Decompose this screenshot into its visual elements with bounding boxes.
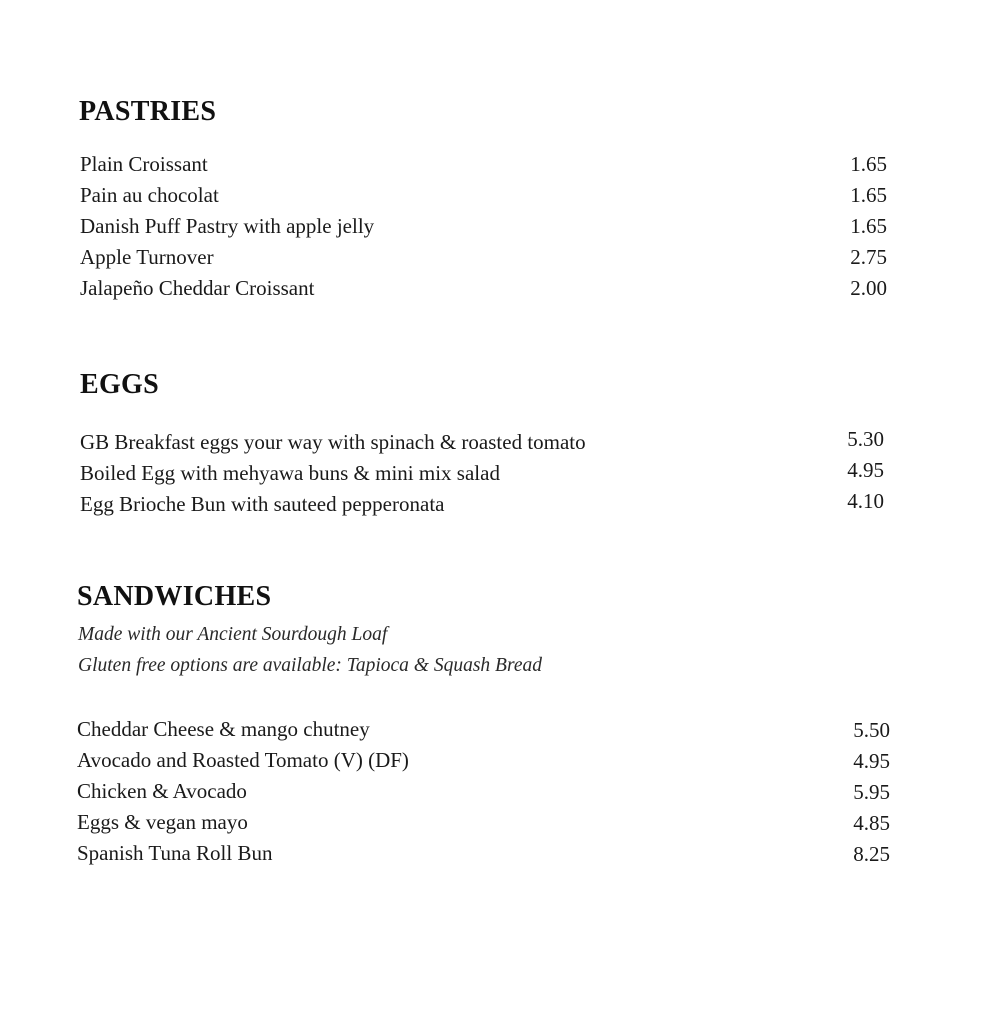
menu-item bbox=[80, 242, 887, 273]
menu-item bbox=[80, 149, 887, 180]
menu-item-price: 1.65 bbox=[850, 183, 887, 207]
menu-item-name: Spanish Tuna Roll Bun bbox=[77, 841, 273, 865]
menu-item bbox=[80, 273, 887, 304]
menu-item-price: 2.75 bbox=[850, 245, 887, 269]
menu-item-name: Egg Brioche Bun with sauteed pepperonata bbox=[80, 492, 445, 516]
menu-item bbox=[80, 211, 887, 242]
menu-item-price: 4.95 bbox=[853, 749, 890, 773]
menu-item-name: Cheddar Cheese & mango chutney bbox=[77, 717, 370, 741]
menu-item bbox=[80, 489, 884, 520]
eggs-heading: EGGS bbox=[80, 369, 160, 400]
menu-item bbox=[77, 745, 890, 776]
menu-item-price: 5.50 bbox=[853, 718, 890, 742]
menu-item-price: 4.85 bbox=[853, 811, 890, 835]
menu-item-name: Eggs & vegan mayo bbox=[77, 810, 248, 834]
menu-item-name: Boiled Egg with mehyawa buns & mini mix salad bbox=[80, 461, 500, 485]
menu-item-price: 1.65 bbox=[850, 214, 887, 238]
menu-item-name: GB Breakfast eggs your way with spinach & roasted tomato bbox=[80, 430, 586, 454]
menu-item-price: 5.95 bbox=[853, 780, 890, 804]
menu-item-name: Jalapeño Cheddar Croissant bbox=[80, 276, 315, 300]
menu-item-price: 5.30 bbox=[847, 427, 884, 451]
menu-item bbox=[80, 180, 887, 211]
menu-item bbox=[77, 776, 890, 807]
menu-item-price: 4.95 bbox=[847, 458, 884, 482]
menu-item-name: Pain au chocolat bbox=[80, 183, 219, 207]
menu-item bbox=[77, 807, 890, 838]
menu-item bbox=[80, 458, 884, 489]
menu-item-name: Danish Puff Pastry with apple jelly bbox=[80, 214, 375, 238]
pastries-heading: PASTRIES bbox=[79, 96, 217, 127]
menu-item-name: Chicken & Avocado bbox=[77, 779, 247, 803]
menu-item bbox=[80, 427, 884, 458]
menu-item bbox=[77, 714, 890, 745]
menu-item bbox=[77, 838, 890, 869]
menu-item-price: 8.25 bbox=[853, 842, 890, 866]
menu-item-price: 4.10 bbox=[847, 489, 884, 513]
menu-item-price: 1.65 bbox=[850, 152, 887, 176]
sandwiches-heading: SANDWICHES bbox=[77, 581, 272, 612]
sandwiches-gluten-free-note: Gluten free options are available: Tapioca & Squash Bread bbox=[78, 655, 542, 676]
menu-item-name: Apple Turnover bbox=[80, 245, 214, 269]
sandwiches-bread-note: Made with our Ancient Sourdough Loaf bbox=[78, 624, 388, 645]
menu-item-name: Avocado and Roasted Tomato (V) (DF) bbox=[77, 748, 409, 772]
menu-item-price: 2.00 bbox=[850, 276, 887, 300]
menu-item-name: Plain Croissant bbox=[80, 152, 208, 176]
